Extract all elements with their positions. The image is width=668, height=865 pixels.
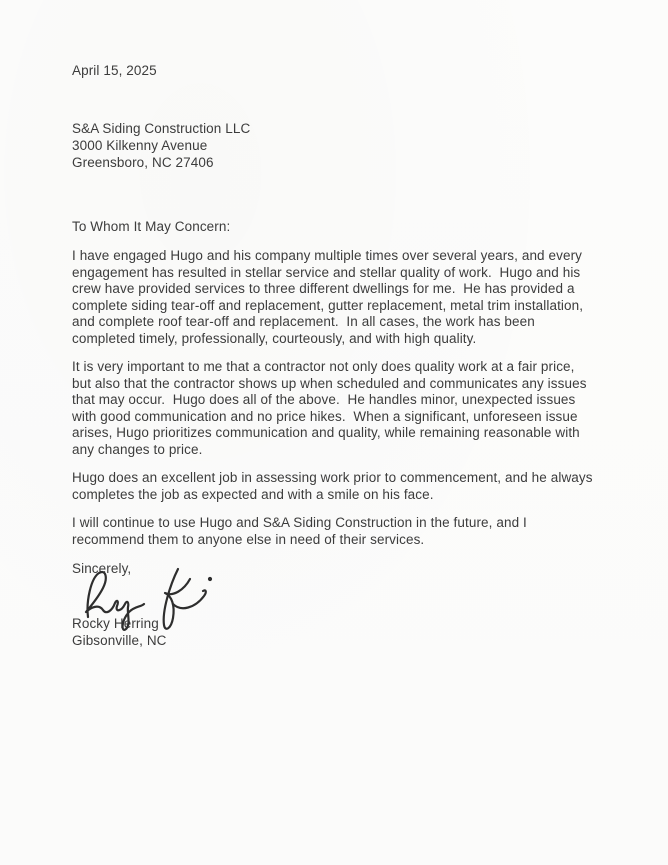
recipient-street: 3000 Kilkenny Avenue [72,138,208,153]
letter-date: April 15, 2025 [72,63,157,78]
paragraph-4: I will continue to use Hugo and S&A Siding Construction in the future, and I recommend them to anyone else in need of their services. [72,515,531,547]
paragraph-2: It is very important to me that a contractor not only does quality work at a fair price, but also that the contractor shows up when scheduled and communicates any issues that may occur. Hugo does all of the above. He handles minor, unexpected issues with good communication and no price hikes. When a significant, unforeseen issue arises, Hugo prioritizes communication and quality, while remaining reasonable with any changes to price. [72,359,591,457]
closing: Sincerely, [72,561,132,576]
recipient-address-block [72,120,596,171]
signature-pen-dot [208,577,212,581]
signer-location: Gibsonville, NC [72,633,167,648]
salutation: To Whom It May Concern: [72,219,231,234]
paragraph-3: Hugo does an excellent job in assessing work prior to commencement, and he always completes the job as expected and with a smile on his face. [72,470,597,502]
recipient-name: S&A Siding Construction LLC [72,121,251,136]
paragraph-1: I have engaged Hugo and his company multiple times over several years, and every engagement has resulted in stellar service and stellar quality of work. Hugo and his crew have provided services to three different dwellings for me. He has provided a complete siding tear-off and replacement, gutter replacement, metal trim installation, and complete roof tear-off and replacement. In all cases, the work has been completed timely, professionally, courteously, and with high quality. [72,248,587,346]
signature-area [72,577,596,615]
signature-block [72,560,596,649]
signer-name: Rocky Herring [72,616,159,631]
recipient-city-state-zip: Greensboro, NC 27406 [72,155,214,170]
handwritten-signature-icon [78,565,234,635]
